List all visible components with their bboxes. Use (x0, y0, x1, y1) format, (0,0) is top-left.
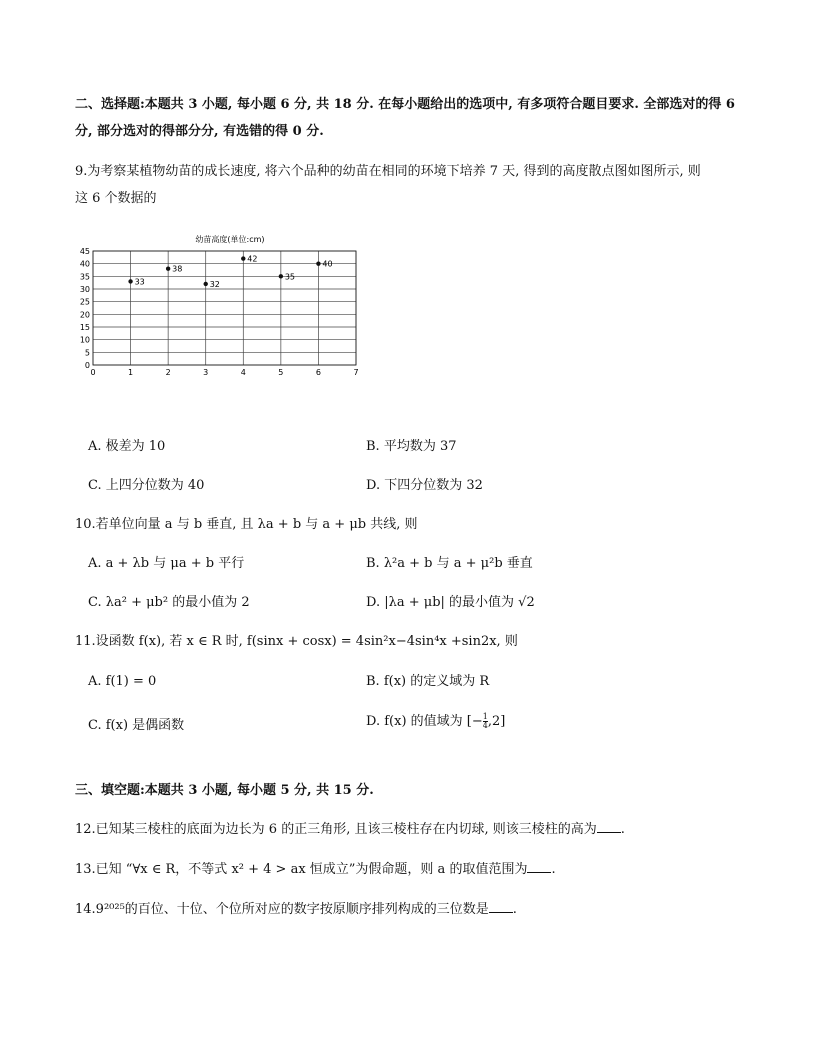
q14-stem: 14.9²⁰²⁵的百位、十位、个位所对应的数字按原顺序排列构成的三位数是 (75, 902, 489, 917)
q11-option-c: C. f(x) 是偶函数 (88, 718, 185, 733)
q11-option-a: A. f(1) = 0 (88, 674, 157, 689)
q9-option-a: A. 极差为 10 (88, 439, 166, 454)
data-point (128, 279, 132, 283)
y-tick-label: 25 (79, 297, 90, 307)
x-tick-label: 6 (315, 368, 321, 377)
q11-option-d-open: [− (466, 714, 483, 729)
x-tick-label: 1 (128, 368, 134, 377)
y-tick-label: 35 (79, 272, 90, 282)
q14 (75, 900, 517, 919)
x-tick-label: 0 (90, 368, 96, 377)
x-tick-labels (90, 368, 358, 377)
data-label: 32 (209, 279, 220, 289)
q10-option-b: B. λ²a + b 与 a + μ²b 垂直 (366, 556, 533, 571)
chart-title: 幼苗高度(单位:cm) (195, 235, 265, 244)
x-tick-label: 2 (165, 368, 171, 377)
x-tick-label: 3 (203, 368, 209, 377)
fraction-numerator: 1 (482, 712, 488, 721)
y-tick-label: 20 (79, 310, 90, 320)
data-point (166, 267, 170, 271)
section2-heading-line1: 二、选择题:本题共 3 小题, 每小题 6 分, 共 18 分. 在每小题给出的选项中, 有多项符合题目要求. 全部选对的得 6 (75, 97, 735, 112)
q14-end: . (512, 902, 517, 917)
fraction-denominator: 4 (482, 721, 488, 730)
data-label: 35 (284, 272, 296, 282)
q11-option-d-prefix: D. f(x) 的值域为 (366, 714, 463, 729)
q9-stem-line2: 这 6 个数据的 (75, 191, 157, 206)
x-tick-label: 7 (353, 368, 359, 377)
y-tick-label: 5 (84, 348, 90, 358)
q13-end: . (551, 862, 556, 877)
q12-stem: 12.已知某三棱柱的底面为边长为 6 的正三角形, 且该三棱柱存在内切球, 则该三棱柱的高为 (75, 822, 597, 837)
q12-end: . (620, 822, 625, 837)
q9-option-c: C. 上四分位数为 40 (88, 478, 205, 493)
data-label: 38 (172, 264, 183, 274)
data-point (204, 282, 208, 286)
chart-grid (93, 251, 356, 365)
data-label: 33 (134, 277, 145, 287)
answer-blank (489, 900, 513, 913)
scatter-chart (70, 232, 370, 382)
q10-option-c: C. λa² + μb² 的最小值为 2 (88, 595, 250, 610)
q10-stem: 10.若单位向量 a 与 b 垂直, 且 λa + b 与 a + μb 共线, 则 (75, 517, 418, 532)
q13-stem: 13.已知 “∀x ∈ R，不等式 x² + 4 > ax 恒成立”为假命题，则 a 的取值范围为 (75, 862, 528, 877)
y-tick-label: 10 (79, 335, 90, 345)
y-tick-label: 45 (79, 247, 90, 256)
q10-option-d: D. |λa + μb| 的最小值为 √2 (366, 595, 535, 610)
y-tick-label: 40 (79, 259, 90, 269)
data-point (316, 261, 320, 265)
data-point (279, 274, 283, 278)
q11-option-b: B. f(x) 的定义域为 R (366, 674, 490, 689)
section3-heading: 三、填空题:本题共 3 小题, 每小题 5 分, 共 15 分. (75, 783, 374, 798)
y-tick-label: 0 (84, 361, 90, 370)
x-tick-label: 5 (278, 368, 284, 377)
answer-blank (597, 820, 621, 833)
y-tick-label: 15 (79, 323, 90, 332)
q11-option-d (366, 713, 505, 731)
x-tick-label: 4 (240, 368, 246, 377)
section2-heading-line2: 分, 部分选对的得部分分, 有选错的得 0 分. (75, 124, 324, 139)
q9-stem-line1: 9.为考察某植物幼苗的成长速度, 将六个品种的幼苗在相同的环境下培养 7 天, 得到的高度散点图如图所示, 则 (75, 164, 701, 179)
data-label: 42 (247, 254, 258, 264)
q9-option-b: B. 平均数为 37 (366, 439, 457, 454)
data-point (241, 256, 245, 260)
y-tick-label: 30 (79, 285, 90, 294)
answer-blank (527, 860, 551, 873)
q10-option-a: A. a + λb 与 μa + b 平行 (88, 556, 245, 571)
y-tick-labels (80, 247, 90, 370)
q9-option-d: D. 下四分位数为 32 (366, 478, 483, 493)
plot-frame (93, 251, 356, 365)
data-points (128, 255, 332, 289)
q11-option-d-close: ,2] (487, 714, 506, 729)
q12 (75, 820, 625, 839)
q13 (75, 860, 556, 879)
q11-stem: 11.设函数 f(x), 若 x ∈ R 时, f(sinx + cosx) = 4sin²x−4sin⁴x +sin2x, 则 (75, 634, 518, 649)
data-label: 40 (322, 259, 333, 269)
